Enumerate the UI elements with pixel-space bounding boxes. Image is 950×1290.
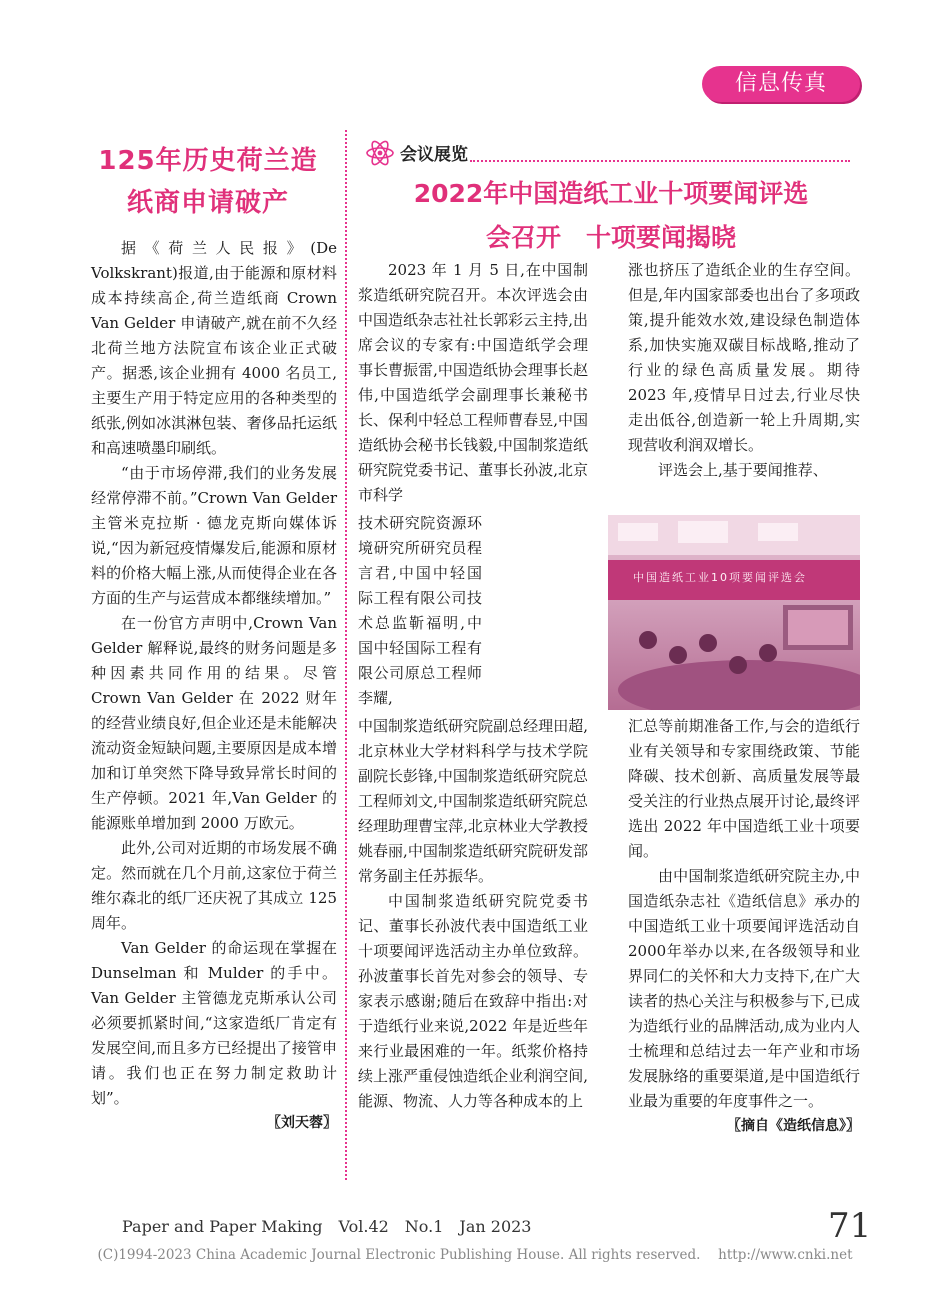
right-col2-top — [628, 258, 860, 483]
page-number: 71 — [828, 1206, 872, 1246]
meeting-photo — [608, 515, 860, 710]
right-paragraph-4: 由中国制浆造纸研究院主办,中国造纸杂志社《造纸信息》承办的中国造纸工业十项要闻评选活动自2000年举办以来,在各级领导和业界同仁的关怀和大力支持下,在广大读者的热心关注与积极参与下,已成为造纸行业的品牌活动,成为业内人士梳理和总结过去一年产业和市场发展脉络的重要渠道,是中国造纸行业最为重要的年度事件之一。 — [628, 867, 860, 1110]
left-article-title — [88, 140, 328, 224]
right-paragraph-1: 2023 年 1 月 5 日,在中国制浆造纸研究院召开。本次评选会由中国造纸杂志社社长郭彩云主持,出席会议的专家有:中国造纸学会理事长曹振雷,中国造纸协会理事长赵伟,中国造纸学会副理事长兼秘书长、保利中轻总工程师曹春昱,中国造纸协会秘书长钱毅,中国制浆造纸研究院党委书记、董事长孙波,北京市科学 — [358, 261, 588, 504]
right-title-line1: 2022年中国造纸工业十项要闻评选 — [413, 179, 809, 208]
right-paragraph-3-start: 评选会上,基于要闻推荐、 — [658, 461, 828, 479]
left-article-body — [91, 236, 337, 1136]
atom-icon — [365, 138, 395, 168]
right-title-line2: 会召开 十项要闻揭晓 — [485, 223, 736, 252]
right-paragraph-2: 中国制浆造纸研究院党委书记、董事长孙波代表中国造纸工业十项要闻评选活动主办单位致辞。孙波董事长首先对参会的领导、专家表示感谢;随后在致辞中指出:对于造纸行业来说,2022 年是近些年来行业最困难的一年。纸浆价格持续上涨严重侵蚀造纸企业利润空间,能源、物流、人力等各种成本的上 — [358, 892, 588, 1110]
right-col1-top — [358, 258, 588, 508]
left-title-line2: 纸商申请破产 — [126, 188, 289, 218]
right-paragraph-1-wrap: 技术研究院资源环境研究所研究员程言君,中国中轻国际工程有限公司技术总监靳福明,中国中轻国际工程有限公司原总工程师李耀, — [358, 514, 482, 707]
column-divider — [345, 130, 347, 1180]
meeting-photo-illustration — [608, 515, 860, 710]
section-label: 会议展览 — [400, 145, 468, 165]
right-article-title — [352, 172, 870, 260]
right-signature: 〖摘自《造纸信息》〗 — [727, 1118, 860, 1134]
left-paragraph-2: “由于市场停滞,我们的业务发展经常停滞不前。”Crown Van Gelder 主管米克拉斯 · 德龙克斯向媒体诉说,“因为新冠疫情爆发后,能源和原材料的价格大幅上涨,从而使得企业在各方面的生产与运营成本都继续增加。” — [91, 464, 337, 607]
journal-info: Paper and Paper Making Vol.42 No.1 Jan 2023 — [122, 1217, 532, 1236]
left-signature: 〖刘天蓉〗 — [267, 1115, 337, 1131]
left-paragraph-4: 此外,公司对近期的市场发展不确定。然而就在几个月前,这家位于荷兰维尔森北的纸厂还庆祝了其成立 125 周年。 — [91, 839, 337, 932]
right-paragraph-2-end: 涨也挤压了造纸企业的生存空间。但是,年内国家部委也出台了多项政策,提升能效水效,建设绿色制造体系,加快实施双碳目标战略,推动了行业的绿色高质量发展。期待 2023 年,疫情早日过去,行业尽快走出低谷,创造新一轮上升周期,实现营收利润双增长。 — [628, 261, 860, 454]
left-title-line1: 125年历史荷兰造 — [98, 146, 318, 176]
right-col1-wrap — [358, 511, 482, 711]
right-paragraph-3-rest: 汇总等前期准备工作,与会的造纸行业有关领导和专家围绕政策、节能降碳、技术创新、高质量发展等最受关注的行业热点展开讨论,最终评选出 2022 年中国造纸工业十项要闻。 — [628, 717, 860, 860]
right-col2-bottom — [628, 714, 860, 1139]
copyright-notice: (C)1994-2023 China Academic Journal Electronic Publishing House. All rights reserved. http://www.cnki.net — [97, 1247, 853, 1263]
right-col1-after — [358, 714, 588, 1114]
left-paragraph-5: Van Gelder 的命运现在掌握在 Dunselman 和 Mulder 的手中。Van Gelder 主管德龙克斯承认公司必须要抓紧时间,“这家造纸厂肯定有发展空间,而且多方已经提出了接管申请。我们也正在努力制定救助计划”。 — [91, 939, 337, 1107]
photo-banner-text: 中国造纸工业10项要闻评选会 — [633, 571, 807, 584]
left-paragraph-3: 在一份官方声明中,Crown Van Gelder 解释说,最终的财务问题是多种因素共同作用的结果。尽管 Crown Van Gelder 在 2022 财年的经营业绩良好,但企业还是未能解决流动资金短缺问题,主要原因是成本增加和订单突然下降导致异常长时间的生产停顿。2021 年,Van Gelder 的能源账单增加到 2000 万欧元。 — [91, 614, 337, 832]
section-underline — [470, 160, 850, 162]
right-paragraph-1-end: 中国制浆造纸研究院副总经理田超,北京林业大学材料科学与技术学院副院长彭锋,中国制浆造纸研究院总工程师刘文,中国制浆造纸研究院总经理助理曹宝萍,北京林业大学教授姚春丽,中国制浆造纸研究院研发部常务副主任苏振华。 — [358, 717, 588, 885]
left-paragraph-1: 据《荷兰人民报》(De Volkskrant)报道,由于能源和原材料成本持续高企,荷兰造纸商 Crown Van Gelder 申请破产,就在前不久经北荷兰地方法院宣布该企业正式破产。据悉,该企业拥有 4000 名员工,主要生产用于特定应用的各种类型的纸张,例如冰淇淋包装、奢侈品托运纸和高速喷墨印刷纸。 — [91, 239, 337, 457]
section-badge: 信息传真 — [702, 66, 860, 102]
